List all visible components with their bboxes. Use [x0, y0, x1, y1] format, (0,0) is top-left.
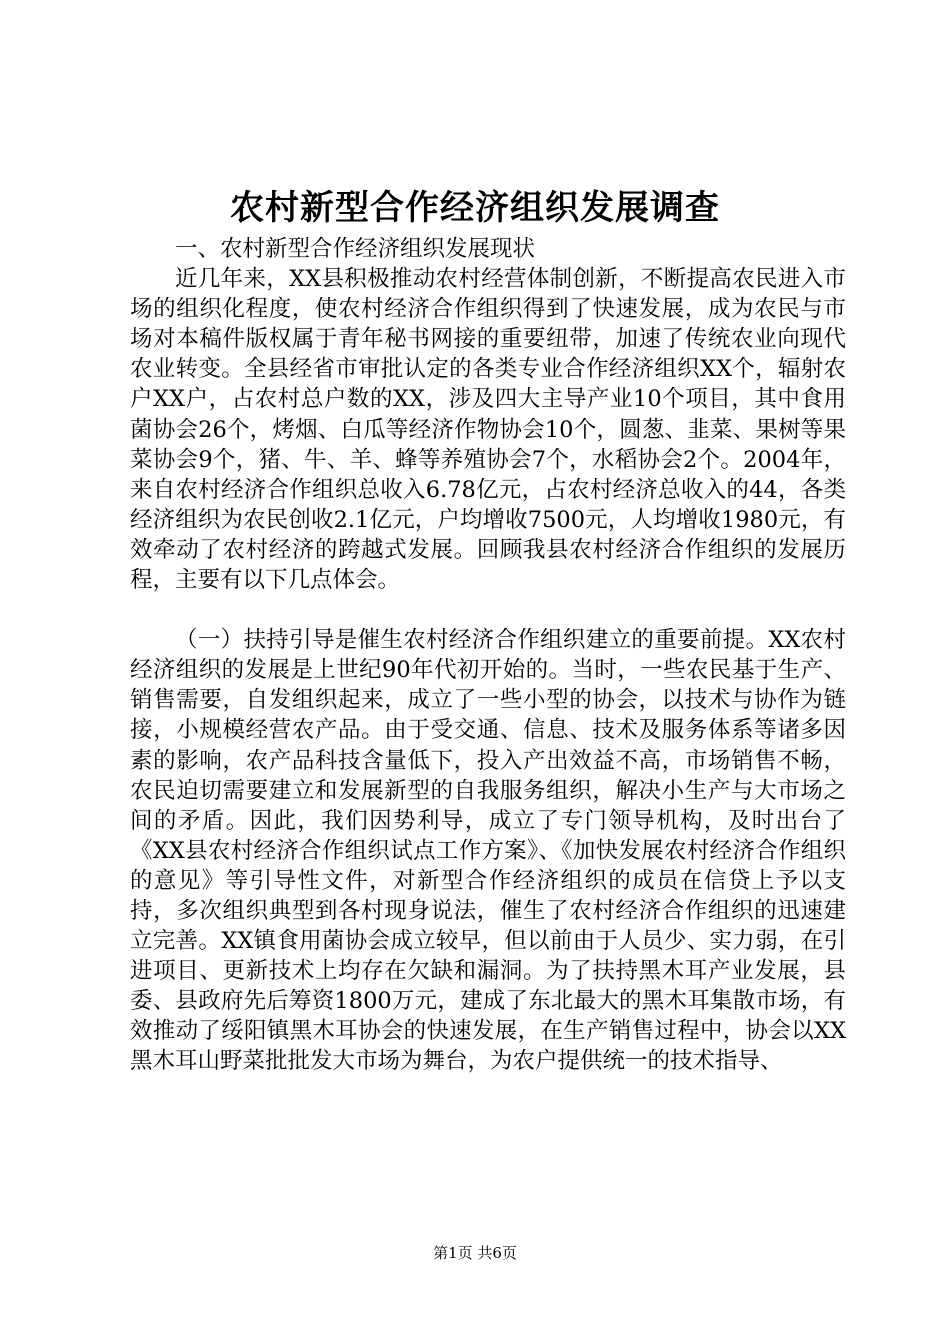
- paragraph-2: （一）扶持引导是催生农村经济合作组织建立的重要前提。XX农村经济组织的发展是上世纪90年代初开始的。当时，一些农民基于生产、销售需要，自发组织起来，成立了一些小型的协会，以技术与协作为链接，小规模经营农产品。由于受交通、信息、技术及服务体系等诸多因素的影响，农产品科技含量低下，投入产出效益不高，市场销售不畅，农民迫切需要建立和发展新型的自我服务组织，解决小生产与大市场之间的矛盾。因此，我们因势利导，成立了专门领导机构，及时出台了《XX县农村经济合作组织试点工作方案》、《加快发展农村经济合作组织的意见》等引导性文件，对新型合作经济组织的成员在信贷上予以支持，多次组织典型到各村现身说法，催生了农村经济合作组织的迅速建立完善。XX镇食用菌协会成立较早，但以前由于人员少、实力弱，在引进项目、更新技术上均存在欠缺和漏洞。为了扶持黑木耳产业发展，县委、县政府先后筹资1800万元，建成了东北最大的黑木耳集散市场，有效推动了绥阳镇黑木耳协会的快速发展，在生产销售过程中，协会以XX黑木耳山野菜批批发大市场为舞台，为农户提供统一的技术指导、: [130, 627, 846, 1075]
- section-heading: 一、农村新型合作经济组织发展现状: [175, 236, 536, 262]
- document-title: 农村新型合作经济组织发展调查: [230, 188, 720, 228]
- page-number-footer: 第1页 共6页: [433, 1244, 517, 1262]
- paragraph-1: 近几年来，XX县积极推动农村经营体制创新，不断提高农民进入市场的组织化程度，使农村经济合作组织得到了快速发展，成为农民与市场对本稿件版权属于青年秘书网接的重要纽带，加速了传统农业向现代农业转变。全县经省市审批认定的各类专业合作经济组织XX个，辐射农户XX户，占农村总户数的XX，涉及四大主导产业10个项目，其中食用菌协会26个，烤烟、白瓜等经济作物协会10个，圆葱、韭菜、果树等果菜协会9个，猪、牛、羊、蜂等养殖协会7个，水稻协会2个。2004年，来自农村经济合作组织总收入6.78亿元，占农村经济总收入的44，各类经济组织为农民创收2.1亿元，户均增收7500元，人均增收1980元，有效牵动了农村经济的跨越式发展。回顾我县农村经济合作组织的发展历程，主要有以下几点体会。: [130, 266, 846, 594]
- document-body: [130, 234, 846, 1077]
- paragraph-spacer: [130, 595, 846, 625]
